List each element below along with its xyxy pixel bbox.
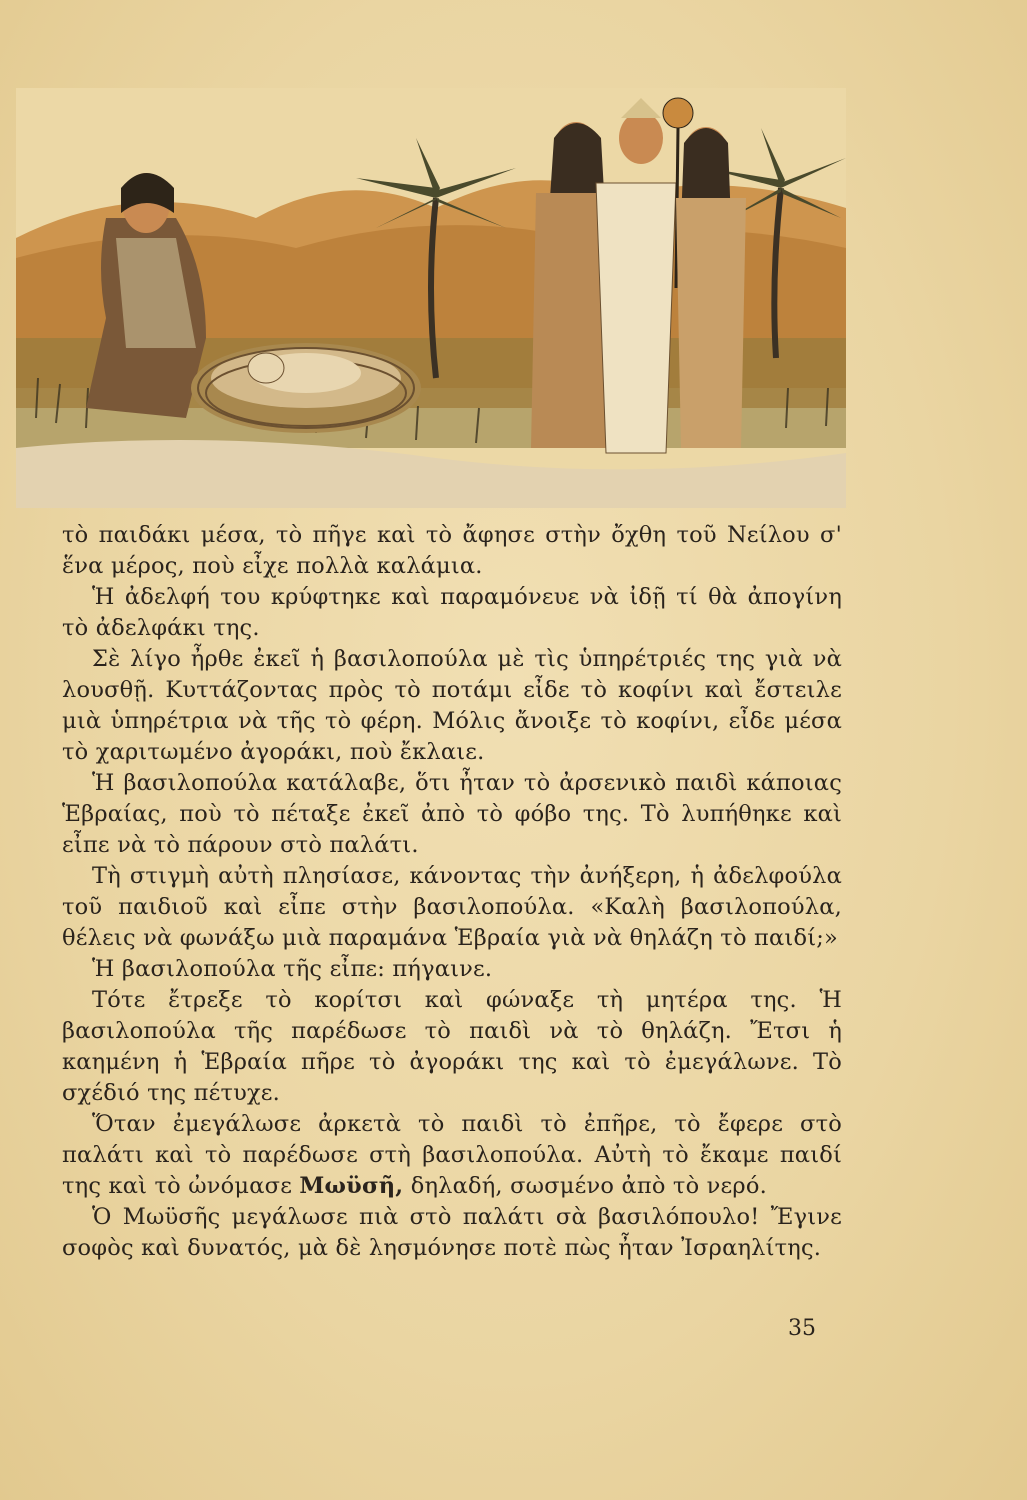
moses-name: Μωϋσῆ, (299, 1173, 404, 1199)
story-text (62, 520, 842, 1264)
paragraph-8 (62, 1109, 842, 1202)
paragraph-7: Τότε ἔτρεξε τὸ κορίτσι καὶ φώναξε τὴ μητέρα της. Ἡ βασιλοπούλα τῆς παρέδωσε τὸ παιδὶ νὰ τὸ θηλάζη. Ἔτσι ἡ καημένη ἡ Ἑβραία πῆρε τὸ ἀγοράκι της καὶ τὸ ἐμεγάλωνε. Τὸ σχέδιό της πέτυχε. (62, 987, 842, 1106)
moses-basket-nile-illustration-icon (16, 88, 846, 508)
paragraph-5: Τὴ στιγμὴ αὐτὴ πλησίασε, κάνοντας τὴν ἀνήξερη, ἡ ἀδελφούλα τοῦ παιδιοῦ καὶ εἶπε στὴν βασιλοπούλα. «Καλὴ βασιλοπούλα, θέλεις νὰ φωνάξω μιὰ παραμάνα Ἑβραία γιὰ νὰ θηλάζη τὸ παιδί;» (62, 863, 842, 951)
paragraph-2: Ἡ ἀδελφή του κρύφτηκε καὶ παραμόνευε νὰ ἰδῇ τί θὰ ἀπογίνη τὸ ἀδελφάκι της. (62, 584, 842, 641)
paragraph-4: Ἡ βασιλοπούλα κατάλαβε, ὅτι ἦταν τὸ ἀρσενικὸ παιδὶ κάποιας Ἑβραίας, ποὺ τὸ πέταξε ἐκεῖ ἀπὸ τὸ φόβο της. Τὸ λυπήθηκε καὶ εἶπε νὰ τὸ πάρουν στὸ παλάτι. (62, 770, 842, 858)
paragraph-1: τὸ παιδάκι μέσα, τὸ πῆγε καὶ τὸ ἄφησε στὴν ὄχθη τοῦ Νείλου σ' ἕνα μέρος, ποὺ εἶχε πολλὰ καλάμια. (62, 522, 842, 579)
paragraph-8-start: Ὅταν ἐμεγάλωσε ἀρκετὰ τὸ παιδὶ τὸ ἐπῆρε, τὸ ἔφερε στὸ παλάτι καὶ τὸ παρέδωσε στὴ βασιλοπούλα. Αὐτὴ τὸ ἔκαμε παιδί της καὶ τὸ ὠνόμασε (62, 1111, 842, 1199)
page-number: 35 (788, 1316, 816, 1341)
paragraph-8-end: δηλαδή, σωσμένο ἀπὸ τὸ νερό. (403, 1173, 767, 1199)
paragraph-3: Σὲ λίγο ἦρθε ἐκεῖ ἡ βασιλοπούλα μὲ τὶς ὑπηρέτριές της γιὰ νὰ λουσθῇ. Κυττάζοντας πρὸς τὸ ποτάμι εἶδε τὸ κοφίνι καὶ ἔστειλε μιὰ ὑπηρέτρια νὰ τῆς τὸ φέρη. Μόλις ἄνοιξε τὸ κοφίνι, εἶδε μέσα τὸ χαριτωμένο ἀγοράκι, ποὺ ἔκλαιε. (62, 646, 842, 765)
paragraph-6: Ἡ βασιλοπούλα τῆς εἶπε: πήγαινε. (92, 956, 493, 982)
paragraph-9: Ὁ Μωϋσῆς μεγάλωσε πιὰ στὸ παλάτι σὰ βασιλόπουλο! Ἔγινε σοφὸς καὶ δυνατός, μὰ δὲ λησμόνησε ποτὲ πὼς ἦταν Ἰσραηλίτης. (62, 1204, 842, 1261)
